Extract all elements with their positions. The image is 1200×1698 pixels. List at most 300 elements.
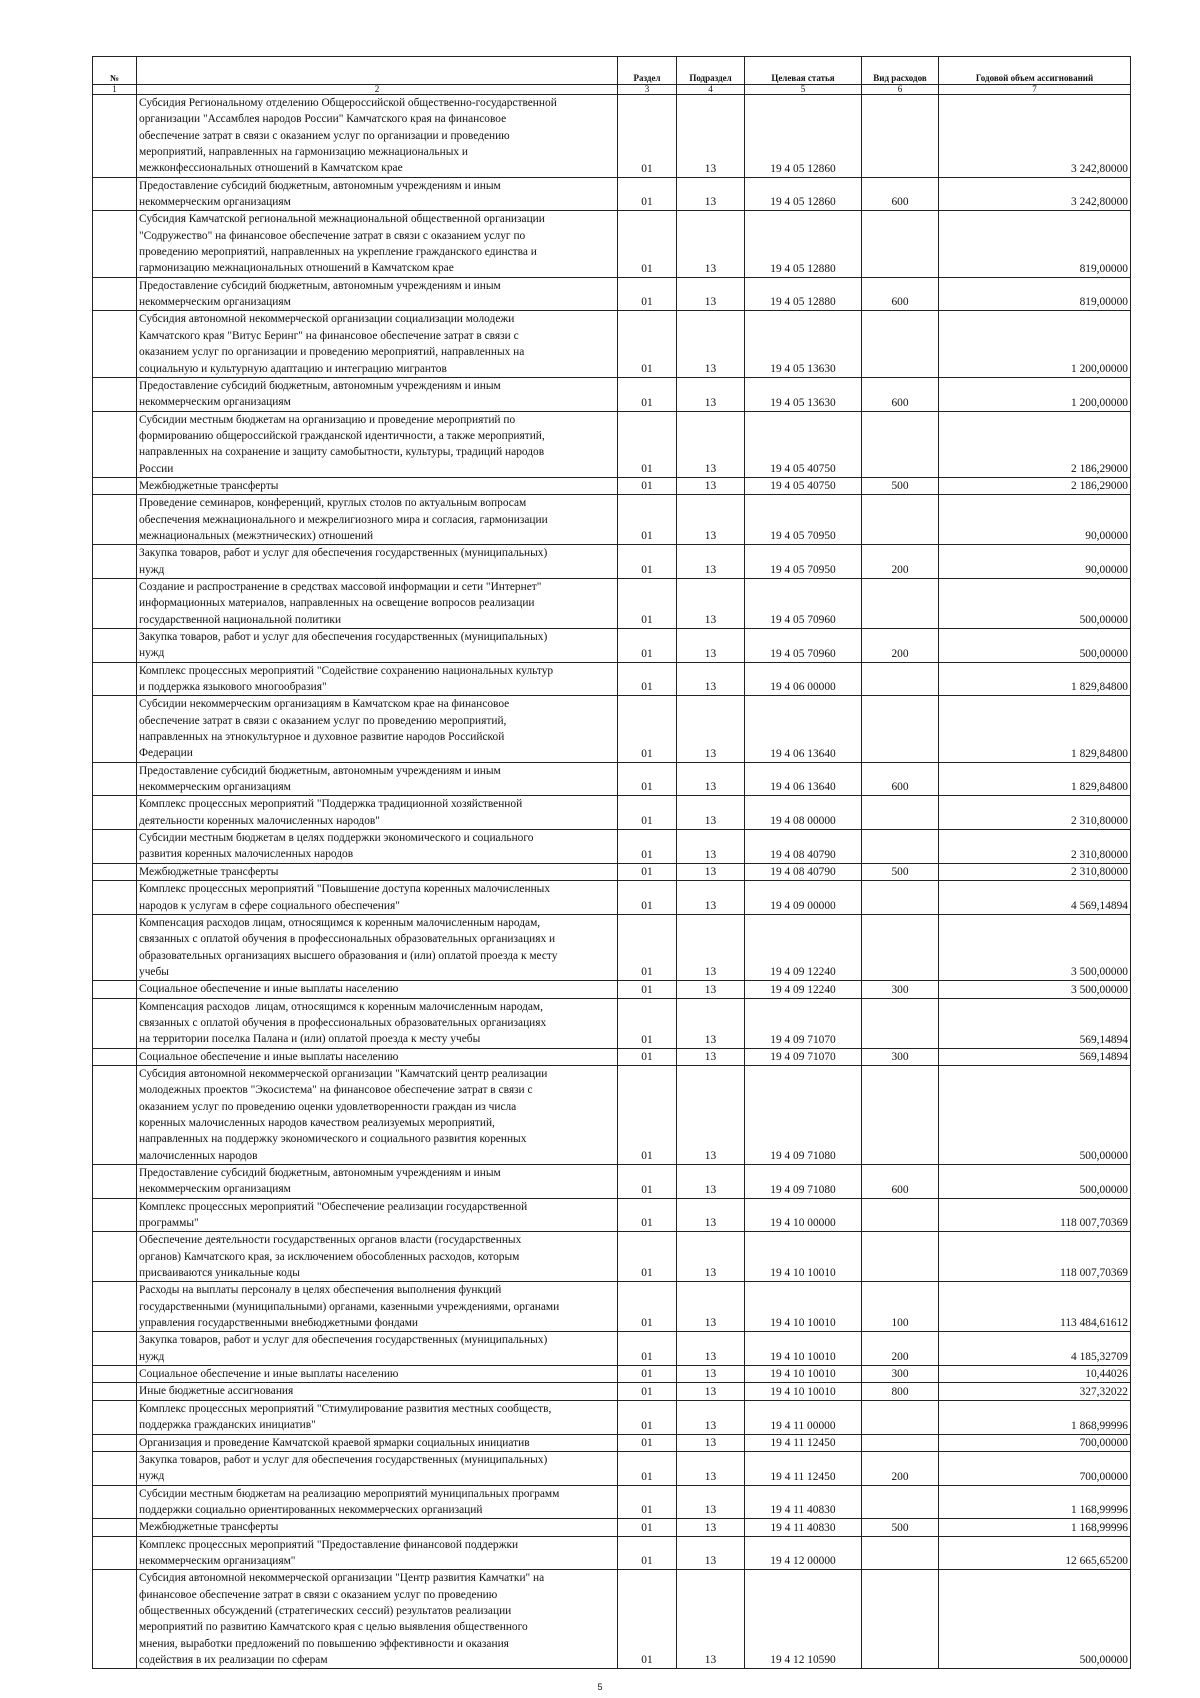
cell-section: 01 — [618, 1519, 677, 1536]
cell-no — [93, 211, 137, 277]
cell-expense-type: 600 — [862, 377, 939, 411]
cell-subsection: 13 — [677, 277, 745, 311]
cell-no — [93, 762, 137, 796]
cell-section: 01 — [618, 1165, 677, 1199]
cell-section: 01 — [618, 863, 677, 880]
cell-no — [93, 495, 137, 545]
cell-name: Иные бюджетные ассигнования — [137, 1383, 618, 1400]
cell-name: Обеспечение деятельности государственных органов власти (государственных органов) Камчатского края, за исключением обособленных расходов, которым присваиваются уникальные коды — [137, 1232, 618, 1282]
budget-table — [92, 56, 1131, 1669]
cell-name: Компенсация расходов лицам, относящимся к коренным малочисленным народам, связанных с оплатой обучения в профессиональных образовательных организациях на территории поселка Палана и (или) оплатой проезда к месту учебы — [137, 998, 618, 1048]
cell-expense-type: 200 — [862, 1332, 939, 1366]
cell-amount: 569,14894 — [939, 1048, 1131, 1065]
cell-expense-type — [862, 1198, 939, 1232]
column-number: 2 — [137, 85, 618, 95]
cell-no — [93, 1065, 137, 1164]
cell-name: Социальное обеспечение и иные выплаты населению — [137, 1048, 618, 1065]
cell-no — [93, 998, 137, 1048]
cell-subsection: 13 — [677, 830, 745, 864]
cell-no — [93, 477, 137, 494]
cell-no — [93, 863, 137, 880]
cell-target: 19 4 12 10590 — [745, 1570, 862, 1669]
cell-target: 19 4 11 12450 — [745, 1451, 862, 1485]
table-row — [93, 1519, 1131, 1536]
cell-subsection: 13 — [677, 914, 745, 980]
table-row — [93, 1451, 1131, 1485]
cell-no — [93, 411, 137, 477]
cell-subsection: 13 — [677, 1434, 745, 1451]
cell-subsection: 13 — [677, 1570, 745, 1669]
cell-amount: 3 242,80000 — [939, 177, 1131, 211]
cell-subsection: 13 — [677, 311, 745, 377]
cell-target: 19 4 10 10010 — [745, 1383, 862, 1400]
cell-subsection: 13 — [677, 796, 745, 830]
cell-no — [93, 1434, 137, 1451]
cell-section: 01 — [618, 477, 677, 494]
cell-name: Компенсация расходов лицам, относящимся к коренным малочисленным народам, связанных с оплатой обучения в профессиональных образовательных организациях и образовательных организациях высшего образования и (или) оплатой проезда к месту учебы — [137, 914, 618, 980]
cell-no — [93, 377, 137, 411]
cell-amount: 500,00000 — [939, 578, 1131, 628]
column-number: 7 — [939, 85, 1131, 95]
cell-no — [93, 1383, 137, 1400]
table-row — [93, 1232, 1131, 1282]
cell-name: Закупка товаров, работ и услуг для обеспечения государственных (муниципальных) нужд — [137, 629, 618, 663]
cell-no — [93, 1232, 137, 1282]
cell-target: 19 4 05 40750 — [745, 477, 862, 494]
cell-target: 19 4 06 13640 — [745, 762, 862, 796]
cell-name: Субсидия автономной некоммерческой организации "Центр развития Камчатки" на финансовое обеспечение затрат в связи с оказанием услуг по проведению общественных обсуждений (стратегических сессий) результатов реализации мероприятий по развитию Камчатского края с целью выявления общественного мнения, выработки предложений по повышению эффективности и оказания содействия в их реализации по сферам — [137, 1570, 618, 1669]
cell-expense-type — [862, 796, 939, 830]
cell-amount: 500,00000 — [939, 1570, 1131, 1669]
cell-name: Субсидия автономной некоммерческой организации "Камчатский центр реализации молодежных проектов "Экосистема" на финансовое обеспечение затрат в связи с оказанием услуг по проведению оценки удовлетворенности граждан из числа коренных малочисленных народов качеством реализуемых мероприятий, направленных на поддержку экономического и социального развития коренных малочисленных народов — [137, 1065, 618, 1164]
cell-expense-type — [862, 1232, 939, 1282]
cell-subsection: 13 — [677, 629, 745, 663]
cell-amount: 1 200,00000 — [939, 311, 1131, 377]
table-row — [93, 477, 1131, 494]
cell-no — [93, 629, 137, 663]
cell-target: 19 4 05 12880 — [745, 211, 862, 277]
header-name — [137, 57, 618, 85]
cell-name: Комплекс процессных мероприятий "Содействие сохранению национальных культур и поддержка языкового многообразия" — [137, 662, 618, 696]
table-row — [93, 1065, 1131, 1164]
cell-subsection: 13 — [677, 981, 745, 998]
cell-name: Межбюджетные трансферты — [137, 477, 618, 494]
cell-section: 01 — [618, 881, 677, 915]
cell-subsection: 13 — [677, 177, 745, 211]
cell-amount: 118 007,70369 — [939, 1198, 1131, 1232]
column-number: 3 — [618, 85, 677, 95]
cell-no — [93, 830, 137, 864]
header-expense-type: Вид расходов — [862, 57, 939, 85]
header-section: Раздел — [618, 57, 677, 85]
cell-amount: 1 829,84800 — [939, 696, 1131, 762]
table-row — [93, 1198, 1131, 1232]
cell-name: Комплекс процессных мероприятий "Стимулирование развития местных сообществ, поддержка гражданских инициатив" — [137, 1400, 618, 1434]
cell-amount: 90,00000 — [939, 495, 1131, 545]
cell-target: 19 4 10 10010 — [745, 1232, 862, 1282]
cell-target: 19 4 09 71080 — [745, 1065, 862, 1164]
cell-amount: 12 665,65200 — [939, 1536, 1131, 1570]
cell-name: Комплекс процессных мероприятий "Поддержка традиционной хозяйственной деятельности коренных малочисленных народов" — [137, 796, 618, 830]
table-row — [93, 662, 1131, 696]
cell-expense-type — [862, 914, 939, 980]
cell-name: Закупка товаров, работ и услуг для обеспечения государственных (муниципальных) нужд — [137, 1332, 618, 1366]
cell-amount: 4 569,14894 — [939, 881, 1131, 915]
cell-section: 01 — [618, 662, 677, 696]
cell-subsection: 13 — [677, 377, 745, 411]
cell-name: Организация и проведение Камчатской краевой ярмарки социальных инициатив — [137, 1434, 618, 1451]
cell-target: 19 4 05 12860 — [745, 95, 862, 178]
table-row — [93, 411, 1131, 477]
cell-amount: 90,00000 — [939, 545, 1131, 579]
cell-target: 19 4 09 12240 — [745, 981, 862, 998]
cell-name: Межбюджетные трансферты — [137, 863, 618, 880]
cell-section: 01 — [618, 95, 677, 178]
cell-expense-type — [862, 1485, 939, 1519]
cell-name: Межбюджетные трансферты — [137, 1519, 618, 1536]
table-row — [93, 914, 1131, 980]
cell-amount: 1 200,00000 — [939, 377, 1131, 411]
cell-target: 19 4 06 00000 — [745, 662, 862, 696]
cell-subsection: 13 — [677, 1048, 745, 1065]
cell-amount: 1 829,84800 — [939, 762, 1131, 796]
cell-amount: 819,00000 — [939, 277, 1131, 311]
table-row — [93, 629, 1131, 663]
cell-section: 01 — [618, 411, 677, 477]
cell-expense-type: 300 — [862, 1366, 939, 1383]
cell-section: 01 — [618, 914, 677, 980]
cell-amount: 500,00000 — [939, 629, 1131, 663]
table-row — [93, 578, 1131, 628]
header-target: Целевая статья — [745, 57, 862, 85]
cell-expense-type — [862, 1536, 939, 1570]
cell-amount: 3 500,00000 — [939, 981, 1131, 998]
cell-no — [93, 277, 137, 311]
cell-no — [93, 1165, 137, 1199]
cell-amount: 500,00000 — [939, 1065, 1131, 1164]
cell-expense-type: 300 — [862, 1048, 939, 1065]
cell-name: Создание и распространение в средствах массовой информации и сети "Интернет" информационных материалов, направленных на освещение вопросов реализации государственной национальной политики — [137, 578, 618, 628]
cell-name: Расходы на выплаты персоналу в целях обеспечения выполнения функций государственными (муниципальными) органами, казенными учреждениями, органами управления государственными внебюджетными фондами — [137, 1282, 618, 1332]
cell-section: 01 — [618, 177, 677, 211]
cell-subsection: 13 — [677, 998, 745, 1048]
cell-amount: 1 168,99996 — [939, 1485, 1131, 1519]
cell-target: 19 4 09 71070 — [745, 998, 862, 1048]
cell-section: 01 — [618, 377, 677, 411]
table-row — [93, 1332, 1131, 1366]
cell-expense-type — [862, 211, 939, 277]
cell-target: 19 4 05 13630 — [745, 311, 862, 377]
cell-no — [93, 796, 137, 830]
cell-section: 01 — [618, 545, 677, 579]
cell-no — [93, 881, 137, 915]
table-row — [93, 1536, 1131, 1570]
cell-subsection: 13 — [677, 762, 745, 796]
cell-no — [93, 545, 137, 579]
table-row — [93, 998, 1131, 1048]
cell-expense-type — [862, 95, 939, 178]
table-row — [93, 277, 1131, 311]
cell-no — [93, 662, 137, 696]
cell-subsection: 13 — [677, 863, 745, 880]
cell-expense-type — [862, 1400, 939, 1434]
cell-amount: 4 185,32709 — [939, 1332, 1131, 1366]
cell-expense-type: 300 — [862, 981, 939, 998]
cell-name: Субсидии некоммерческим организациям в Камчатском крае на финансовое обеспечение затрат в связи с оказанием услуг по проведению мероприятий, направленных на этнокультурное и духовное развитие народов Российской Федерации — [137, 696, 618, 762]
cell-expense-type: 500 — [862, 863, 939, 880]
cell-amount: 2 310,80000 — [939, 830, 1131, 864]
table-body — [93, 95, 1131, 1669]
cell-expense-type: 600 — [862, 277, 939, 311]
cell-target: 19 4 05 70960 — [745, 578, 862, 628]
cell-target: 19 4 09 12240 — [745, 914, 862, 980]
cell-amount: 1 829,84800 — [939, 662, 1131, 696]
table-row — [93, 545, 1131, 579]
table-row — [93, 1282, 1131, 1332]
cell-subsection: 13 — [677, 1519, 745, 1536]
cell-amount: 2 310,80000 — [939, 796, 1131, 830]
header-amount: Годовой объем ассигнований — [939, 57, 1131, 85]
cell-no — [93, 696, 137, 762]
cell-name: Комплекс процессных мероприятий "Предоставление финансовой поддержки некоммерческим организациям" — [137, 1536, 618, 1570]
column-number: 6 — [862, 85, 939, 95]
cell-section: 01 — [618, 1332, 677, 1366]
table-row — [93, 1366, 1131, 1383]
cell-amount: 118 007,70369 — [939, 1232, 1131, 1282]
cell-target: 19 4 08 40790 — [745, 863, 862, 880]
cell-section: 01 — [618, 1198, 677, 1232]
cell-target: 19 4 05 70950 — [745, 545, 862, 579]
cell-name: Социальное обеспечение и иные выплаты населению — [137, 981, 618, 998]
cell-expense-type — [862, 881, 939, 915]
cell-amount: 500,00000 — [939, 1165, 1131, 1199]
cell-target: 19 4 05 12880 — [745, 277, 862, 311]
table-row — [93, 1434, 1131, 1451]
column-number: 1 — [93, 85, 137, 95]
cell-name: Субсидии местным бюджетам на реализацию мероприятий муниципальных программ поддержки социально ориентированных некоммерческих организаций — [137, 1485, 618, 1519]
cell-target: 19 4 11 00000 — [745, 1400, 862, 1434]
cell-expense-type — [862, 311, 939, 377]
cell-amount: 2 186,29000 — [939, 477, 1131, 494]
cell-no — [93, 311, 137, 377]
cell-amount: 3 242,80000 — [939, 95, 1131, 178]
table-row — [93, 696, 1131, 762]
cell-amount: 700,00000 — [939, 1451, 1131, 1485]
cell-subsection: 13 — [677, 411, 745, 477]
cell-target: 19 4 09 71070 — [745, 1048, 862, 1065]
cell-target: 19 4 09 00000 — [745, 881, 862, 915]
cell-no — [93, 95, 137, 178]
cell-section: 01 — [618, 1232, 677, 1282]
cell-target: 19 4 11 40830 — [745, 1485, 862, 1519]
cell-subsection: 13 — [677, 1332, 745, 1366]
cell-no — [93, 1282, 137, 1332]
cell-no — [93, 1400, 137, 1434]
cell-amount: 3 500,00000 — [939, 914, 1131, 980]
cell-target: 19 4 10 10010 — [745, 1282, 862, 1332]
cell-section: 01 — [618, 1400, 677, 1434]
column-number: 4 — [677, 85, 745, 95]
table-row — [93, 1165, 1131, 1199]
cell-target: 19 4 11 12450 — [745, 1434, 862, 1451]
cell-expense-type — [862, 998, 939, 1048]
table-row — [93, 377, 1131, 411]
column-number-row — [93, 85, 1131, 95]
table-row — [93, 863, 1131, 880]
cell-expense-type: 600 — [862, 177, 939, 211]
cell-subsection: 13 — [677, 211, 745, 277]
cell-name: Предоставление субсидий бюджетным, автономным учреждениям и иным некоммерческим организациям — [137, 177, 618, 211]
cell-no — [93, 177, 137, 211]
cell-amount: 2 186,29000 — [939, 411, 1131, 477]
table-row — [93, 1383, 1131, 1400]
cell-name: Социальное обеспечение и иные выплаты населению — [137, 1366, 618, 1383]
cell-subsection: 13 — [677, 881, 745, 915]
table-header-row — [93, 57, 1131, 85]
cell-section: 01 — [618, 1065, 677, 1164]
cell-expense-type: 200 — [862, 545, 939, 579]
cell-name: Субсидия Камчатской региональной межнациональной общественной организации "Содружество" на финансовое обеспечение затрат в связи с оказанием услуг по проведению мероприятий, направленных на укрепление гражданского единства и гармонизацию межнациональных отношений в Камчатском крае — [137, 211, 618, 277]
cell-name: Закупка товаров, работ и услуг для обеспечения государственных (муниципальных) нужд — [137, 1451, 618, 1485]
cell-target: 19 4 05 40750 — [745, 411, 862, 477]
cell-expense-type — [862, 830, 939, 864]
table-row — [93, 830, 1131, 864]
cell-no — [93, 578, 137, 628]
table-row — [93, 1048, 1131, 1065]
page-number: 5 — [597, 1682, 603, 1692]
cell-subsection: 13 — [677, 1451, 745, 1485]
cell-subsection: 13 — [677, 1536, 745, 1570]
cell-subsection: 13 — [677, 495, 745, 545]
cell-expense-type — [862, 662, 939, 696]
cell-target: 19 4 05 70950 — [745, 495, 862, 545]
cell-expense-type — [862, 411, 939, 477]
cell-target: 19 4 10 10010 — [745, 1332, 862, 1366]
cell-section: 01 — [618, 1536, 677, 1570]
cell-section: 01 — [618, 1570, 677, 1669]
cell-section: 01 — [618, 762, 677, 796]
cell-expense-type: 200 — [862, 629, 939, 663]
cell-expense-type: 800 — [862, 1383, 939, 1400]
cell-section: 01 — [618, 1451, 677, 1485]
cell-section: 01 — [618, 998, 677, 1048]
table-row — [93, 981, 1131, 998]
cell-section: 01 — [618, 277, 677, 311]
cell-target: 19 4 08 40790 — [745, 830, 862, 864]
cell-no — [93, 1536, 137, 1570]
cell-no — [93, 914, 137, 980]
cell-name: Предоставление субсидий бюджетным, автономным учреждениям и иным некоммерческим организациям — [137, 277, 618, 311]
cell-name: Предоставление субсидий бюджетным, автономным учреждениям и иным некоммерческим организациям — [137, 1165, 618, 1199]
cell-amount: 10,44026 — [939, 1366, 1131, 1383]
cell-target: 19 4 05 12860 — [745, 177, 862, 211]
cell-name: Проведение семинаров, конференций, круглых столов по актуальным вопросам обеспечения межнационального и межрелигиозного мира и согласия, гармонизации межнациональных (межэтнических) отношений — [137, 495, 618, 545]
cell-amount: 569,14894 — [939, 998, 1131, 1048]
cell-subsection: 13 — [677, 1485, 745, 1519]
cell-amount: 1 168,99996 — [939, 1519, 1131, 1536]
cell-section: 01 — [618, 796, 677, 830]
cell-subsection: 13 — [677, 545, 745, 579]
cell-subsection: 13 — [677, 1400, 745, 1434]
cell-name: Субсидии местным бюджетам в целях поддержки экономического и социального развития коренных малочисленных народов — [137, 830, 618, 864]
cell-amount: 1 868,99996 — [939, 1400, 1131, 1434]
cell-section: 01 — [618, 1282, 677, 1332]
cell-name: Субсидии местным бюджетам на организацию и проведение мероприятий по формированию общероссийской гражданской идентичности, а также мероприятий, направленных на сохранение и защиту самобытности, культуры, традиций народов России — [137, 411, 618, 477]
cell-section: 01 — [618, 1434, 677, 1451]
cell-no — [93, 981, 137, 998]
cell-target: 19 4 05 13630 — [745, 377, 862, 411]
cell-no — [93, 1366, 137, 1383]
cell-expense-type: 500 — [862, 477, 939, 494]
cell-expense-type — [862, 1434, 939, 1451]
table-row — [93, 95, 1131, 178]
cell-section: 01 — [618, 830, 677, 864]
cell-expense-type — [862, 578, 939, 628]
cell-target: 19 4 10 00000 — [745, 1198, 862, 1232]
cell-subsection: 13 — [677, 477, 745, 494]
table-row — [93, 762, 1131, 796]
cell-expense-type: 500 — [862, 1519, 939, 1536]
table-row — [93, 796, 1131, 830]
cell-expense-type — [862, 495, 939, 545]
cell-section: 01 — [618, 1366, 677, 1383]
cell-subsection: 13 — [677, 1366, 745, 1383]
cell-no — [93, 1332, 137, 1366]
cell-name: Предоставление субсидий бюджетным, автономным учреждениям и иным некоммерческим организациям — [137, 762, 618, 796]
cell-no — [93, 1451, 137, 1485]
table-row — [93, 211, 1131, 277]
cell-subsection: 13 — [677, 578, 745, 628]
cell-expense-type: 200 — [862, 1451, 939, 1485]
cell-target: 19 4 12 00000 — [745, 1536, 862, 1570]
cell-subsection: 13 — [677, 662, 745, 696]
header-subsection: Подраздел — [677, 57, 745, 85]
cell-name: Субсидия Региональному отделению Общероссийской общественно-государственной организации "Ассамблея народов России" Камчатского края на финансовое обеспечение затрат в связи с оказанием услуг по организации и проведению мероприятий, направленных на гармонизацию межнациональных и межконфессиональных отношений в Камчатском крае — [137, 95, 618, 178]
budget-page — [92, 56, 1130, 1669]
cell-name: Комплекс процессных мероприятий "Обеспечение реализации государственной программы" — [137, 1198, 618, 1232]
table-row — [93, 881, 1131, 915]
cell-target: 19 4 09 71080 — [745, 1165, 862, 1199]
cell-amount: 700,00000 — [939, 1434, 1131, 1451]
cell-subsection: 13 — [677, 1232, 745, 1282]
cell-name: Предоставление субсидий бюджетным, автономным учреждениям и иным некоммерческим организациям — [137, 377, 618, 411]
cell-subsection: 13 — [677, 1198, 745, 1232]
cell-section: 01 — [618, 578, 677, 628]
cell-subsection: 13 — [677, 1165, 745, 1199]
table-row — [93, 177, 1131, 211]
header-no: № — [93, 57, 137, 85]
cell-expense-type: 600 — [862, 762, 939, 796]
table-row — [93, 311, 1131, 377]
cell-expense-type — [862, 696, 939, 762]
cell-target: 19 4 08 00000 — [745, 796, 862, 830]
cell-subsection: 13 — [677, 1065, 745, 1164]
cell-section: 01 — [618, 311, 677, 377]
cell-target: 19 4 11 40830 — [745, 1519, 862, 1536]
cell-subsection: 13 — [677, 696, 745, 762]
cell-subsection: 13 — [677, 95, 745, 178]
cell-expense-type: 600 — [862, 1165, 939, 1199]
cell-section: 01 — [618, 1383, 677, 1400]
table-row — [93, 1400, 1131, 1434]
table-row — [93, 1570, 1131, 1669]
table-row — [93, 495, 1131, 545]
cell-name: Субсидия автономной некоммерческой организации социализации молодежи Камчатского края "Витус Беринг" на финансовое обеспечение затрат в связи с оказанием услуг по организации и проведению мероприятий, направленных на социальную и культурную адаптацию и интеграцию мигрантов — [137, 311, 618, 377]
cell-expense-type — [862, 1570, 939, 1669]
cell-target: 19 4 05 70960 — [745, 629, 862, 663]
cell-section: 01 — [618, 981, 677, 998]
table-row — [93, 1485, 1131, 1519]
